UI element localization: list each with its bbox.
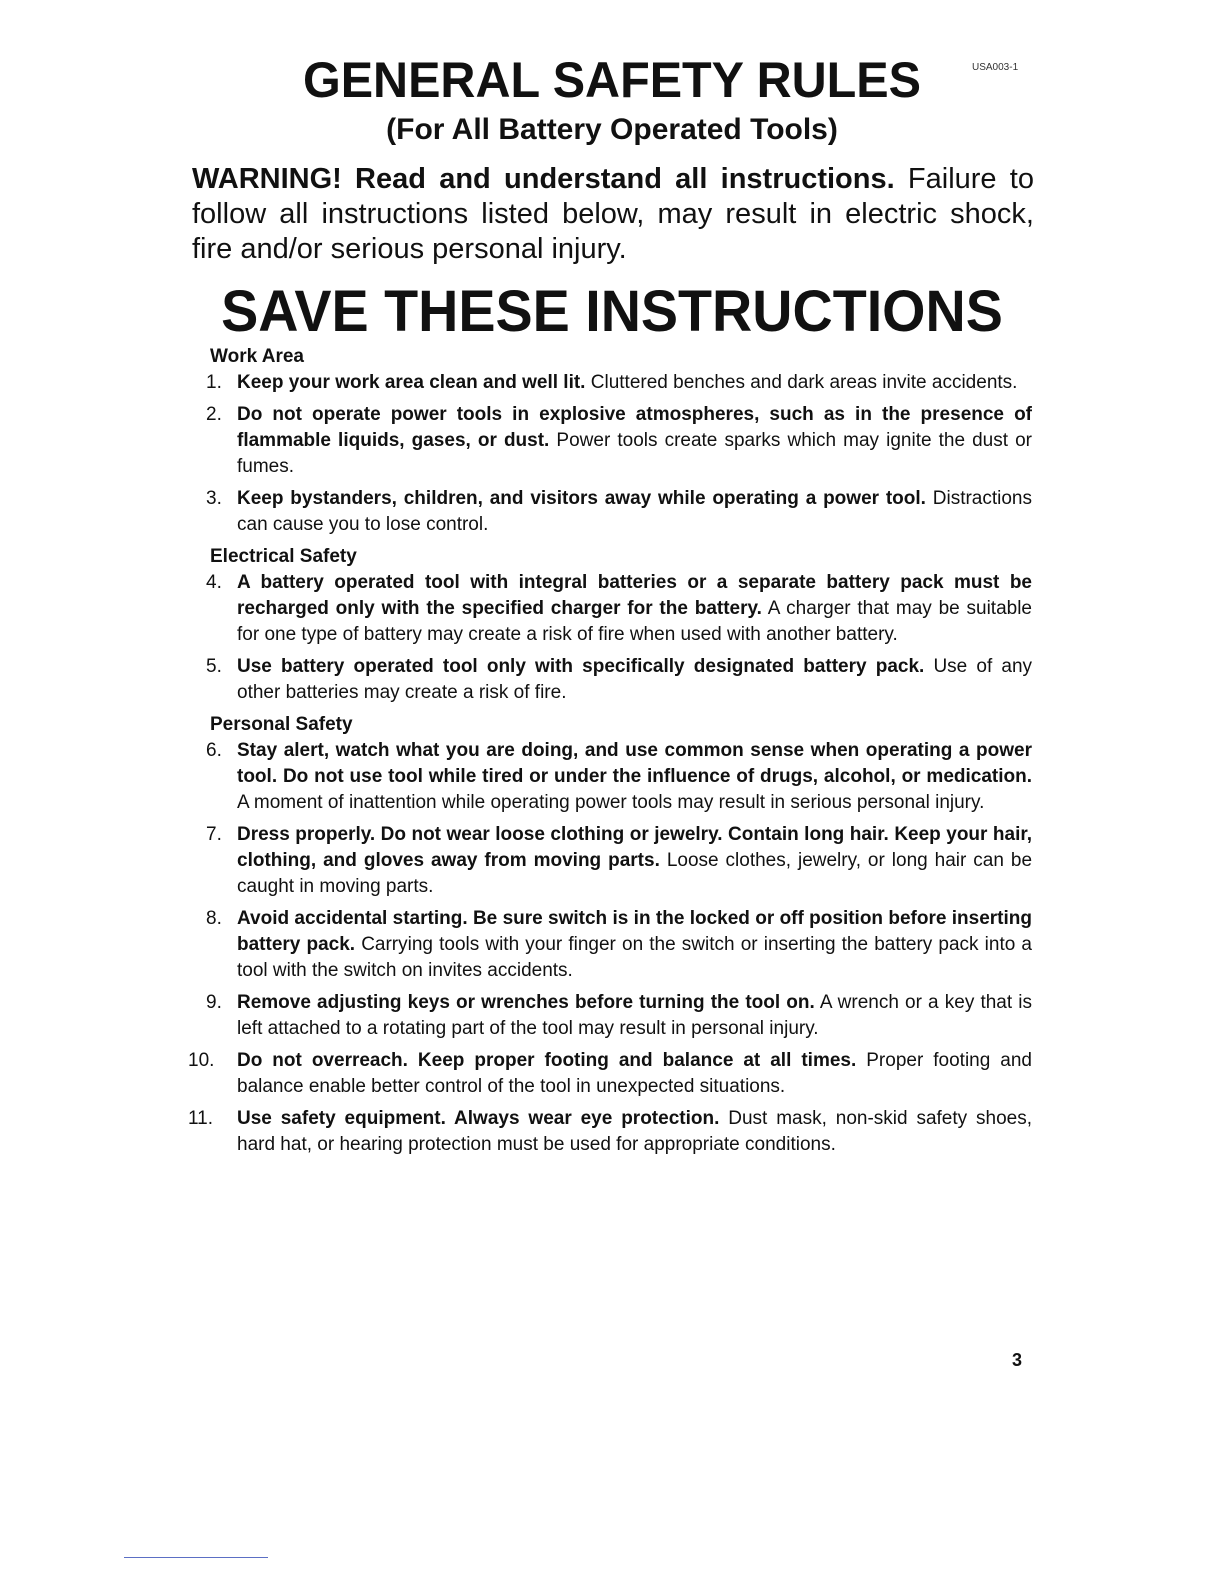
page-number: 3 (1012, 1350, 1023, 1370)
rule-number: 3. (206, 488, 222, 509)
rule-text: Distractions can cause you to lose control. (237, 488, 1032, 535)
section-heading-personal-safety: Personal Safety (210, 714, 353, 735)
rule-item (200, 906, 1032, 984)
warning-lead: WARNING! Read and understand all instructions. (192, 163, 895, 195)
rule-item (200, 738, 1032, 816)
rule-number: 6. (206, 740, 222, 761)
rule-text: Carrying tools with your finger on the switch or inserting the battery pack into a tool with the switch on invites accidents. (237, 934, 1032, 981)
rule-lead: Keep bystanders, children, and visitors away while operating a power tool. (237, 488, 926, 509)
rule-text: Power tools create sparks which may ignite the dust or fumes. (237, 430, 1032, 477)
rule-number: 2. (206, 404, 222, 425)
rule-text: A wrench or a key that is left attached to a rotating part of the tool may result in personal injury. (237, 992, 1033, 1039)
page-subtitle: (For All Battery Operated Tools) (386, 113, 838, 146)
rule-text: Use of any other batteries may create a risk of fire. (237, 656, 1033, 703)
rule-number: 9. (206, 992, 222, 1013)
rule-number: 8. (206, 908, 222, 929)
rule-lead: Use battery operated tool only with specifically designated battery pack. (237, 656, 925, 677)
rule-item (200, 402, 1032, 480)
rule-item (200, 486, 1032, 538)
rule-lead: Stay alert, watch what you are doing, and use common sense when operating a power tool. Do not use tool while tired or under the influence of drugs, alcohol, or medication. (237, 740, 1032, 787)
rule-item (200, 570, 1032, 648)
rule-text: A moment of inattention while operating power tools may result in serious personal injury. (237, 792, 985, 813)
rule-number: 5. (206, 656, 222, 677)
rule-lead: Remove adjusting keys or wrenches before turning the tool on. (237, 992, 815, 1013)
page-title: GENERAL SAFETY RULES (302, 52, 922, 108)
rule-text: Dust mask, non-skid safety shoes, hard hat, or hearing protection must be used for appropriate conditions. (237, 1108, 1033, 1155)
rule-text: Loose clothes, jewelry, or long hair can be caught in moving parts. (237, 850, 1033, 897)
rule-text: Cluttered benches and dark areas invite accidents. (590, 372, 1018, 393)
warning-text: Failure to follow all instructions listed below, may result in electric shock, fire and/or serious personal injury. (192, 163, 1034, 265)
rule-number: 4. (206, 572, 222, 593)
rule-lead: Do not overreach. Keep proper footing and balance at all times. (237, 1050, 857, 1071)
rule-lead: Avoid accidental starting. Be sure switch is in the locked or off position before inserting battery pack. (237, 908, 1032, 955)
warning-paragraph (192, 162, 1034, 267)
safety-rules-content (188, 344, 1033, 1164)
rule-lead: Do not operate power tools in explosive atmospheres, such as in the presence of flammable liquids, gases, or dust. (237, 404, 1032, 451)
rule-text: Proper footing and balance enable better control of the tool in unexpected situations. (237, 1050, 1032, 1097)
rule-number: 11. (188, 1108, 214, 1129)
rule-lead: A battery operated tool with integral batteries or a separate battery pack must be recharged only with the specified charger for the battery. (237, 572, 1032, 619)
rule-lead: Dress properly. Do not wear loose clothing or jewelry. Contain long hair. Keep your hair, clothing, and gloves away from moving parts. (237, 824, 1032, 871)
section-heading-electrical-safety: Electrical Safety (210, 546, 357, 567)
rule-item (188, 1106, 1033, 1158)
rule-number: 10. (188, 1050, 215, 1071)
rule-item (200, 822, 1032, 900)
footer-divider (124, 1557, 268, 1558)
document-code: USA003-1 (972, 62, 1019, 73)
rule-item (200, 654, 1032, 706)
rule-number: 7. (206, 824, 222, 845)
rule-item (188, 1048, 1032, 1100)
rule-lead: Use safety equipment. Always wear eye protection. (237, 1108, 720, 1129)
rule-number: 1. (206, 372, 222, 393)
rule-text: A charger that may be suitable for one type of battery may create a risk of fire when used with another battery. (237, 598, 1032, 645)
save-instructions-heading: SAVE THESE INSTRUCTIONS (221, 279, 1003, 344)
rule-lead: Keep your work area clean and well lit. (237, 372, 586, 393)
rule-item (200, 370, 1032, 396)
section-heading-work-area: Work Area (210, 346, 304, 367)
rule-item (200, 990, 1032, 1042)
